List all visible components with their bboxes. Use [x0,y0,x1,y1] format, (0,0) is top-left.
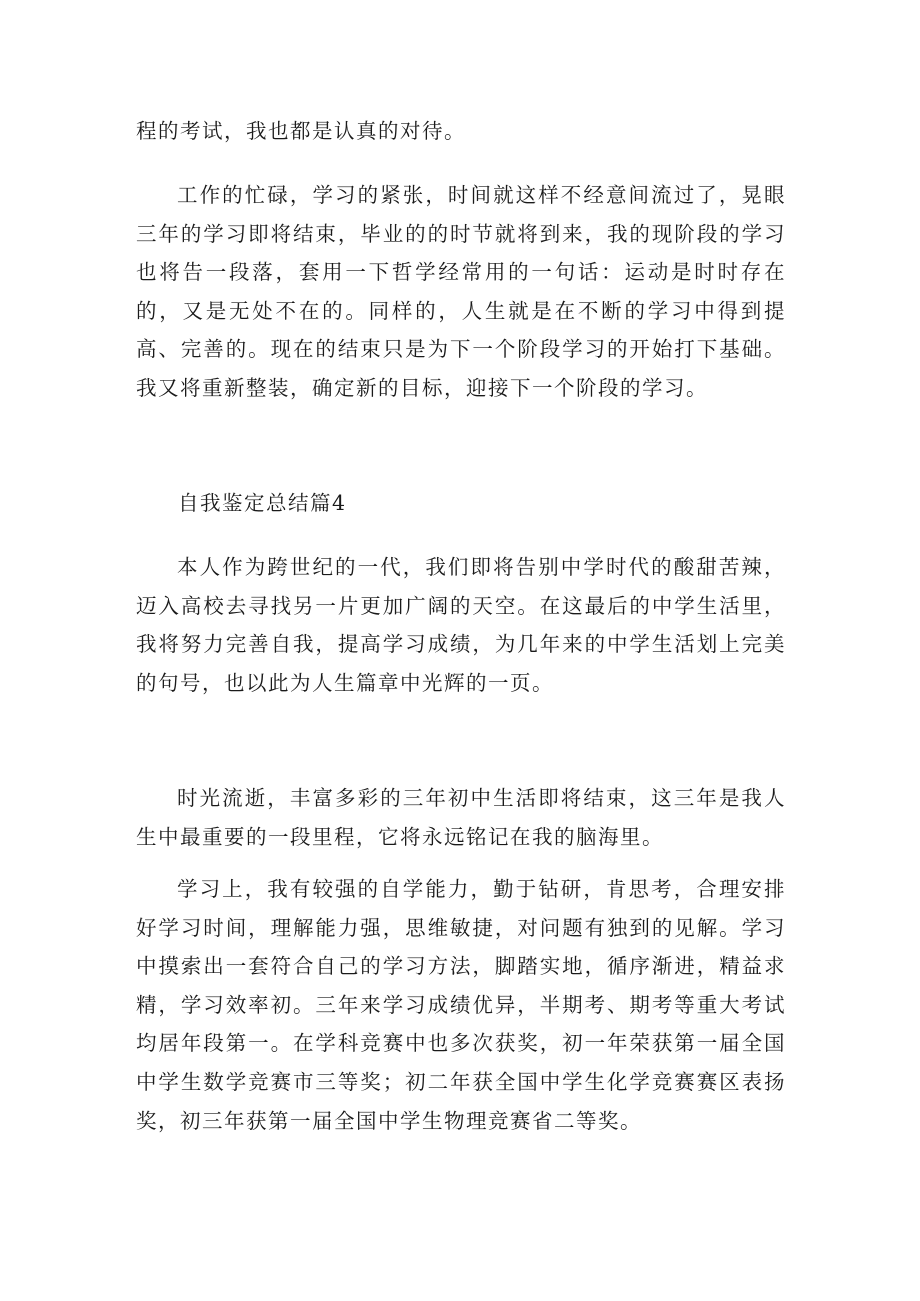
section-heading: 自我鉴定总结篇4 [178,491,347,515]
paragraph-continuation: 程的考试，我也都是认真的对待。 [136,119,466,143]
paragraph-self-introduction: 本人作为跨世纪的一代，我们即将告别中学时代的酸甜苦辣，迈入高校去寻找另一片更加广阔的天空。在这最后的中学生活里，我将努力完善自我，提高学习成绩，为几年来的中学生活划上完美的句号，也以此为人生篇章中光辉的一页。 [136,555,786,695]
paragraph-study-achievements: 学习上，我有较强的自学能力，勤于钻研，肯思考，合理安排好学习时间，理解能力强，思维敏捷，对问题有独到的见解。学习中摸索出一套符合自己的学习方法，脚踏实地，循序渐进，精益求精，学习效率初。三年来学习成绩优异，半期考、期考等重大考试均居年段第一。在学科竞赛中也多次获奖，初一年荣获第一届全国中学生数学竞赛市三等奖；初二年获全国中学生化学竞赛赛区表扬奖，初三年获第一届全国中学生物理竞赛省二等奖。 [136,877,786,1133]
paragraph-study-ending: 工作的忙碌，学习的紧张，时间就这样不经意间流过了，晃眼三年的学习即将结束，毕业的的时节就将到来，我的现阶段的学习也将告一段落，套用一下哲学经常用的一句话：运动是时时存在的，又是无处不在的。同样的，人生就是在不断的学习中得到提高、完善的。现在的结束只是为下一个阶段学习的开始打下基础。我又将重新整装，确定新的目标，迎接下一个阶段的学习。 [136,183,786,400]
paragraph-time-passing: 时光流逝，丰富多彩的三年初中生活即将结束，这三年是我人生中最重要的一段里程，它将永远铭记在我的脑海里。 [136,786,786,849]
